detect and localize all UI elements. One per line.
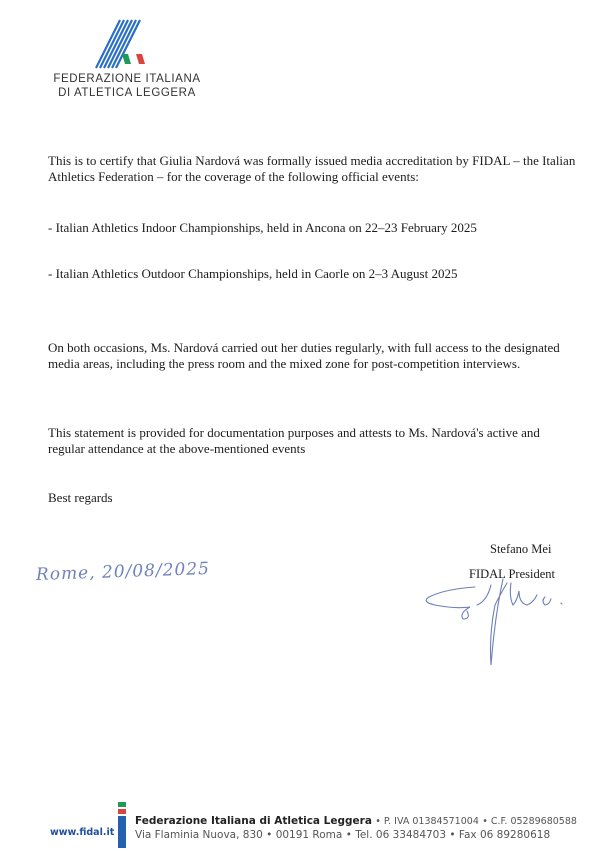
handwritten-signature	[415, 575, 600, 675]
signature-image	[415, 575, 600, 670]
footer-address: Via Flaminia Nuova, 830 • 00191 Roma	[135, 829, 343, 841]
footer-tax-code: • C.F. 05289680588	[482, 816, 577, 827]
event-item: - Italian Athletics Indoor Championships, held in Ancona on 22–23 February 2025	[48, 220, 477, 235]
website-link[interactable]: www.fidal.it	[50, 827, 115, 838]
fidal-i-mark-icon	[118, 802, 126, 848]
footer	[0, 790, 600, 852]
closing: Best regards	[48, 490, 113, 505]
statement-paragraph	[48, 425, 578, 457]
statement-line: This statement is provided for documentation purposes and attests to Ms. Nardová's active and	[48, 425, 540, 440]
fidal-logo	[52, 18, 202, 100]
fidal-emblem-icon	[90, 18, 170, 70]
event-item: - Italian Athletics Outdoor Championships, held in Caorle on 2–3 August 2025	[48, 266, 458, 281]
footer-phone: • Tel. 06 33484703	[345, 829, 447, 841]
duties-line: On both occasions, Ms. Nardová carried out her duties regularly, with full access to the designated	[48, 340, 560, 355]
handwritten-place-date	[35, 558, 236, 597]
duties-line: media areas, including the press room and the mixed zone for post-competition interviews.	[48, 356, 521, 371]
duties-paragraph	[48, 340, 578, 372]
footer-org-name: Federazione Italiana di Atletica Leggera	[135, 815, 372, 827]
signatory-name: Stefano Mei	[490, 542, 552, 556]
intro-line: Athletics Federation – for the coverage of the following official events:	[48, 169, 419, 184]
signatory-title: FIDAL President	[469, 567, 555, 581]
footer-line-org	[135, 815, 577, 827]
intro-line: This is to certify that Giulia Nardová was formally issued media accreditation by FIDAL – the Italian	[48, 153, 576, 168]
org-name	[52, 72, 202, 100]
place-date-text: Rome, 20/08/2025	[35, 558, 211, 585]
intro-paragraph	[48, 153, 578, 185]
org-name-line2: DI ATLETICA LEGGERA	[58, 87, 196, 99]
footer-fax: • Fax 06 89280618	[449, 829, 551, 841]
org-name-line1: FEDERAZIONE ITALIANA	[53, 73, 201, 85]
footer-line-contact	[135, 829, 550, 841]
footer-vat: • P. IVA 01384571004	[375, 816, 479, 827]
statement-line: regular attendance at the above-mentioned events	[48, 441, 306, 456]
